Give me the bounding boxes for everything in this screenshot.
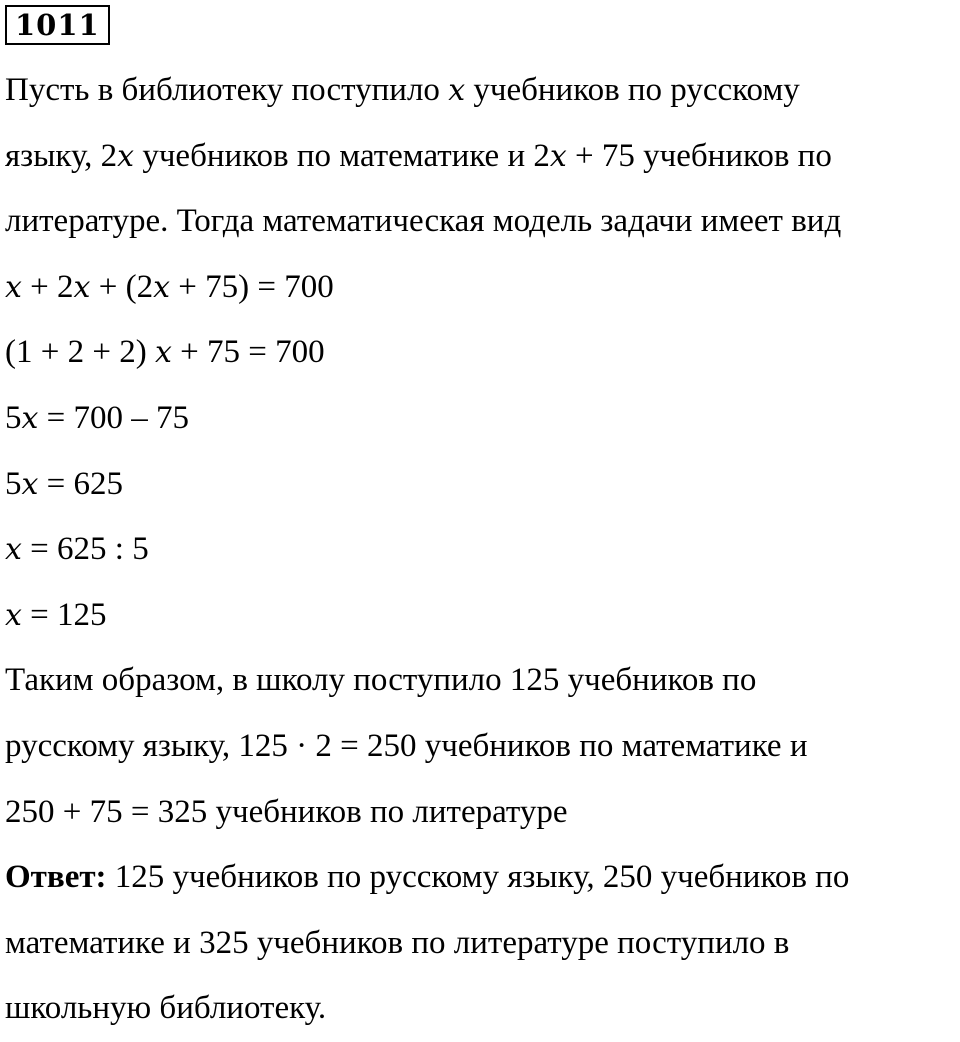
text-run: учебников по математике и 2 — [134, 137, 550, 174]
text-run: = 125 — [21, 596, 107, 633]
text-run: Таким образом, в школу поступило 125 учебников по — [5, 662, 757, 699]
text-line — [5, 911, 955, 977]
text-line — [5, 780, 955, 846]
text-line — [5, 255, 955, 321]
text-line — [5, 58, 955, 124]
text-run: 5 — [5, 399, 22, 436]
variable: x — [5, 597, 22, 633]
answer-label: Ответ: — [5, 859, 107, 896]
text-line — [5, 714, 955, 780]
text-run: языку, 2 — [5, 137, 118, 174]
text-run: 5 — [5, 465, 22, 502]
text-line — [5, 517, 955, 583]
text-run: школьную библиотеку. — [5, 990, 327, 1027]
text-run: (1 + 2 + 2) — [5, 334, 155, 371]
text-run: + 75) = 700 — [170, 268, 334, 305]
variable: x — [21, 400, 39, 436]
text-line — [5, 845, 955, 911]
text-line — [5, 648, 955, 714]
text-line — [5, 386, 955, 452]
variable: x — [73, 269, 91, 305]
variable: x — [549, 138, 567, 174]
solution-text — [5, 58, 955, 1042]
task-number: 1011 — [5, 5, 110, 45]
text-line — [5, 189, 955, 255]
text-line — [5, 124, 955, 190]
text-run: + 75 = 700 — [171, 334, 325, 371]
text-run: = 700 – 75 — [38, 399, 190, 436]
text-line — [5, 976, 955, 1042]
text-run: Пусть в библиотеку поступило — [5, 72, 449, 108]
variable: x — [5, 269, 22, 305]
text-run: 250 + 75 = 325 учебников по литературе — [5, 793, 568, 830]
text-line — [5, 320, 955, 386]
text-run: = 625 : 5 — [21, 531, 149, 568]
text-run: + 75 учебников по — [566, 137, 832, 174]
text-run: + 2 — [21, 268, 74, 305]
variable: x — [154, 335, 172, 371]
text-line — [5, 452, 955, 518]
variable: x — [21, 466, 39, 502]
variable: x — [5, 532, 22, 568]
text-run: учебников по русскому — [465, 72, 800, 108]
variable: x — [448, 73, 466, 108]
text-run: литературе. Тогда математическая модель задачи имеет вид — [5, 203, 842, 240]
text-run: = 625 — [38, 465, 124, 502]
variable: x — [117, 138, 135, 174]
text-line — [5, 583, 955, 649]
text-run: русскому языку, 125 · 2 = 250 учебников по математике и — [5, 727, 808, 764]
text-run: + (2 — [90, 268, 154, 305]
text-run: 125 учебников по русскому языку, 250 учебников по — [106, 859, 850, 896]
text-run: математике и 325 учебников по литературе поступило в — [5, 924, 790, 961]
variable: x — [153, 269, 170, 305]
